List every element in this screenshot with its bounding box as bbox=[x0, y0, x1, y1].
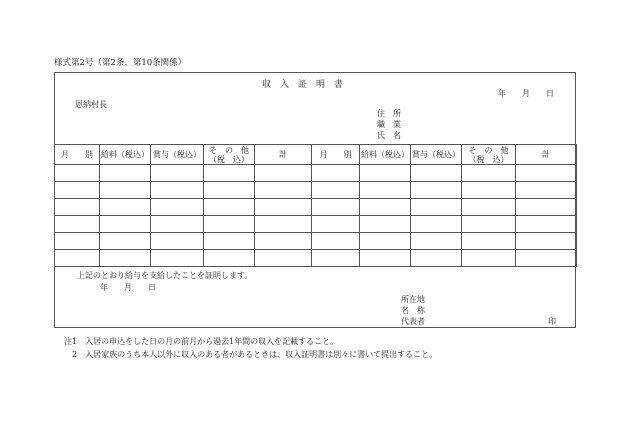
entry-cell[interactable] bbox=[255, 216, 312, 233]
entry-cell[interactable] bbox=[55, 182, 100, 199]
entry-cell[interactable] bbox=[360, 216, 411, 233]
column-header: 給料（税込） bbox=[360, 145, 411, 165]
entry-cell[interactable] bbox=[204, 199, 255, 216]
entry-cell[interactable] bbox=[312, 233, 360, 250]
entry-cell[interactable] bbox=[312, 199, 360, 216]
entry-cell[interactable] bbox=[462, 165, 516, 182]
column-header: 計 bbox=[255, 145, 312, 165]
note-2: 2 入居家族のうち本人以外に収入のある者があるときは、収入証明書は別々に書いて提出すること。 bbox=[64, 350, 438, 359]
entry-cell[interactable] bbox=[55, 250, 100, 267]
entry-cell[interactable] bbox=[204, 216, 255, 233]
entry-cell[interactable] bbox=[204, 165, 255, 182]
entry-cell[interactable] bbox=[151, 182, 204, 199]
entry-cell[interactable] bbox=[462, 216, 516, 233]
entry-cell[interactable] bbox=[516, 233, 577, 250]
entry-cell[interactable] bbox=[55, 165, 100, 182]
entry-cell[interactable] bbox=[204, 233, 255, 250]
entry-cell[interactable] bbox=[462, 250, 516, 267]
entry-cell[interactable] bbox=[411, 233, 462, 250]
entry-cell[interactable] bbox=[462, 199, 516, 216]
entry-cell[interactable] bbox=[255, 250, 312, 267]
entry-cell[interactable] bbox=[255, 165, 312, 182]
entry-cell[interactable] bbox=[100, 233, 151, 250]
entry-cell[interactable] bbox=[411, 182, 462, 199]
entry-cell[interactable] bbox=[151, 199, 204, 216]
form-number: 様式第2号（第2条、第10条関係） bbox=[54, 58, 187, 68]
table-row bbox=[55, 216, 577, 233]
entry-cell[interactable] bbox=[360, 250, 411, 267]
table-row bbox=[55, 233, 577, 250]
column-header: 給料（税込） bbox=[100, 145, 151, 165]
note-1: 注1 入居の申込をした日の月の前月から過去1年間の収入を記載すること。 bbox=[64, 337, 339, 346]
column-header: 賞与（税込） bbox=[151, 145, 204, 165]
entry-cell[interactable] bbox=[255, 182, 312, 199]
entry-cell[interactable] bbox=[204, 182, 255, 199]
entry-cell[interactable] bbox=[100, 250, 151, 267]
entry-cell[interactable] bbox=[411, 199, 462, 216]
column-header: そ の 他 （税 込） bbox=[462, 145, 516, 165]
entry-cell[interactable] bbox=[462, 182, 516, 199]
entry-cell[interactable] bbox=[411, 216, 462, 233]
table-row bbox=[55, 250, 577, 267]
entry-cell[interactable] bbox=[516, 165, 577, 182]
entry-cell[interactable] bbox=[255, 233, 312, 250]
column-header: 月 別 bbox=[55, 145, 100, 165]
entry-cell[interactable] bbox=[312, 182, 360, 199]
location-label: 所在地 bbox=[401, 295, 425, 304]
column-header: 月 別 bbox=[312, 145, 360, 165]
entry-cell[interactable] bbox=[151, 233, 204, 250]
entry-cell[interactable] bbox=[151, 250, 204, 267]
entry-cell[interactable] bbox=[100, 199, 151, 216]
table-row bbox=[55, 165, 577, 182]
issue-date[interactable]: 年 月 日 bbox=[498, 89, 554, 98]
entry-cell[interactable] bbox=[516, 216, 577, 233]
entry-cell[interactable] bbox=[360, 182, 411, 199]
entry-cell[interactable] bbox=[411, 165, 462, 182]
column-header: 賞与（税込） bbox=[411, 145, 462, 165]
entry-cell[interactable] bbox=[55, 216, 100, 233]
entry-cell[interactable] bbox=[255, 199, 312, 216]
entry-cell[interactable] bbox=[360, 199, 411, 216]
certificate-title: 収 入 証 明 書 bbox=[262, 80, 344, 90]
entry-cell[interactable] bbox=[204, 250, 255, 267]
entry-cell[interactable] bbox=[312, 165, 360, 182]
entry-cell[interactable] bbox=[100, 182, 151, 199]
certification-statement: 上記のとおり給与を支給したことを証明します。 bbox=[77, 271, 253, 280]
address-label: 住 所 bbox=[377, 109, 401, 118]
certification-date[interactable]: 年 月 日 bbox=[100, 283, 156, 292]
entry-cell[interactable] bbox=[516, 182, 577, 199]
addressee: 恩納村長 bbox=[75, 100, 107, 109]
entry-cell[interactable] bbox=[516, 199, 577, 216]
occupation-label: 職 業 bbox=[377, 120, 401, 129]
entry-cell[interactable] bbox=[312, 250, 360, 267]
entry-cell[interactable] bbox=[312, 216, 360, 233]
entry-cell[interactable] bbox=[100, 165, 151, 182]
column-header: 計 bbox=[516, 145, 577, 165]
entry-cell[interactable] bbox=[151, 165, 204, 182]
entry-cell[interactable] bbox=[55, 199, 100, 216]
entry-cell[interactable] bbox=[516, 250, 577, 267]
entry-cell[interactable] bbox=[462, 233, 516, 250]
entry-cell[interactable] bbox=[100, 216, 151, 233]
table-row bbox=[55, 182, 577, 199]
entry-cell[interactable] bbox=[55, 233, 100, 250]
name-label: 氏 名 bbox=[377, 131, 401, 140]
column-header: そ の 他 （税 込） bbox=[204, 145, 255, 165]
representative-label: 代表者 bbox=[401, 317, 425, 326]
table-row bbox=[55, 199, 577, 216]
company-name-label: 名 称 bbox=[401, 306, 425, 315]
seal-mark: 印 bbox=[548, 317, 556, 326]
entry-cell[interactable] bbox=[411, 250, 462, 267]
income-table bbox=[54, 144, 577, 267]
entry-cell[interactable] bbox=[151, 216, 204, 233]
entry-cell[interactable] bbox=[360, 165, 411, 182]
entry-cell[interactable] bbox=[360, 233, 411, 250]
